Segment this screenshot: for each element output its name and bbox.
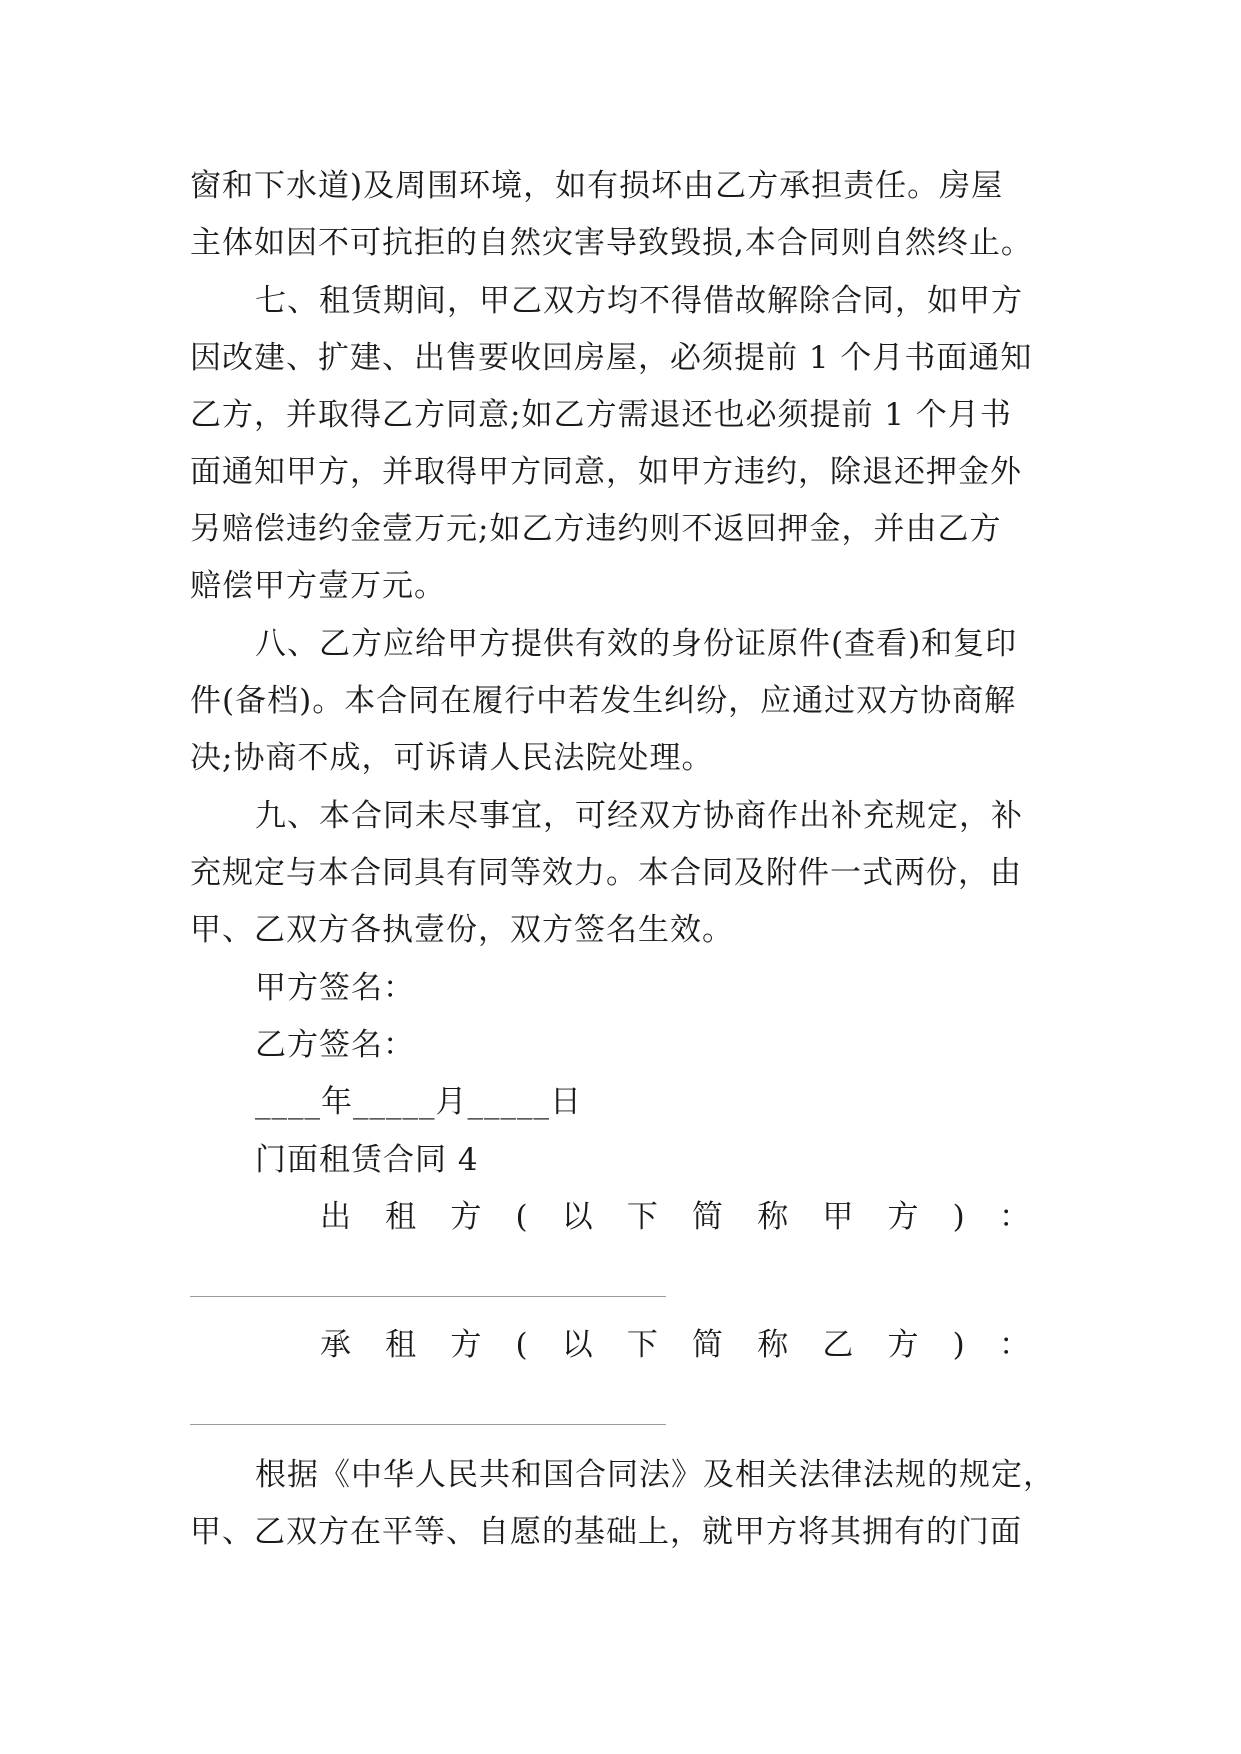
lessee-char: (	[515, 1327, 528, 1363]
text-line: 赔偿甲方壹万元。	[190, 568, 446, 604]
text-line: 另赔偿违约金壹万元;如乙方违约则不返回押金，并由乙方	[190, 511, 1002, 547]
lessor-blank-line	[190, 1296, 666, 1297]
text-line: 窗和下水道)及周围环境，如有损坏由乙方承担责任。房屋	[190, 168, 1004, 204]
text-line: 决;协商不成，可诉请人民法院处理。	[190, 740, 714, 776]
lessee-char: 租	[385, 1327, 417, 1363]
lessor-char: 甲	[822, 1199, 854, 1235]
text-line: 充规定与本合同具有同等效力。本合同及附件一式两份，由	[190, 855, 1022, 891]
lessor-char: 方	[887, 1199, 919, 1235]
clause-7-line: 七、租赁期间，甲乙双方均不得借故解除合同，如甲方	[255, 283, 1023, 319]
lessor-char: 方	[450, 1199, 482, 1235]
lessee-char: 乙	[822, 1327, 854, 1363]
section-title: 门面租赁合同 4	[255, 1142, 479, 1178]
lessor-char: )	[952, 1199, 965, 1235]
text-line: 因改建、扩建、出售要收回房屋，必须提前 1 个月书面通知	[190, 340, 1033, 376]
text-line: 甲、乙双方在平等、自愿的基础上，就甲方将其拥有的门面	[190, 1514, 1022, 1550]
text-line: 件(备档)。本合同在履行中若发生纠纷，应通过双方协商解	[190, 683, 1017, 719]
lessor-char: 称	[757, 1199, 789, 1235]
lessee-char: 承	[320, 1327, 351, 1363]
party-a-signature-label: 甲方签名：	[255, 970, 415, 1006]
lessee-char: 方	[887, 1327, 919, 1363]
lessor-char: 简	[692, 1199, 724, 1235]
lessor-char: 下	[626, 1199, 658, 1235]
clause-9-line: 九、本合同未尽事宜，可经双方协商作出补充规定，补	[255, 798, 1023, 834]
lessee-char: 方	[450, 1327, 482, 1363]
date-line: ____年_____月_____日	[255, 1084, 582, 1120]
text-line: 主体如因不可抗拒的自然灾害导致毁损,本合同则自然终止。	[190, 225, 1033, 261]
lessor-line	[320, 1188, 1030, 1246]
text-line: 乙方，并取得乙方同意;如乙方需退还也必须提前 1 个月书	[190, 397, 1012, 433]
lessee-line	[320, 1316, 1030, 1374]
text-line: 面通知甲方，并取得甲方同意，如甲方违约，除退还押金外	[190, 454, 1022, 490]
clause-8-line: 八、乙方应给甲方提供有效的身份证原件(查看)和复印	[255, 626, 1018, 662]
lessee-blank-line	[190, 1424, 666, 1425]
preamble-line: 根据《中华人民共和国合同法》及相关法律法规的规定，	[255, 1457, 1055, 1493]
lessee-char: )	[952, 1327, 965, 1363]
lessor-char: 租	[385, 1199, 417, 1235]
lessee-char: ：	[998, 1327, 1030, 1363]
party-b-signature-label: 乙方签名：	[255, 1027, 415, 1063]
lessee-char: 简	[692, 1327, 724, 1363]
lessee-char: 称	[757, 1327, 789, 1363]
lessee-char: 下	[626, 1327, 658, 1363]
lessor-char: (	[515, 1199, 528, 1235]
lessee-char: 以	[561, 1327, 593, 1363]
lessor-char: ：	[998, 1199, 1030, 1235]
lessor-char: 以	[561, 1199, 593, 1235]
lessor-char: 出	[320, 1199, 351, 1235]
text-line: 甲、乙双方各执壹份，双方签名生效。	[190, 912, 734, 948]
